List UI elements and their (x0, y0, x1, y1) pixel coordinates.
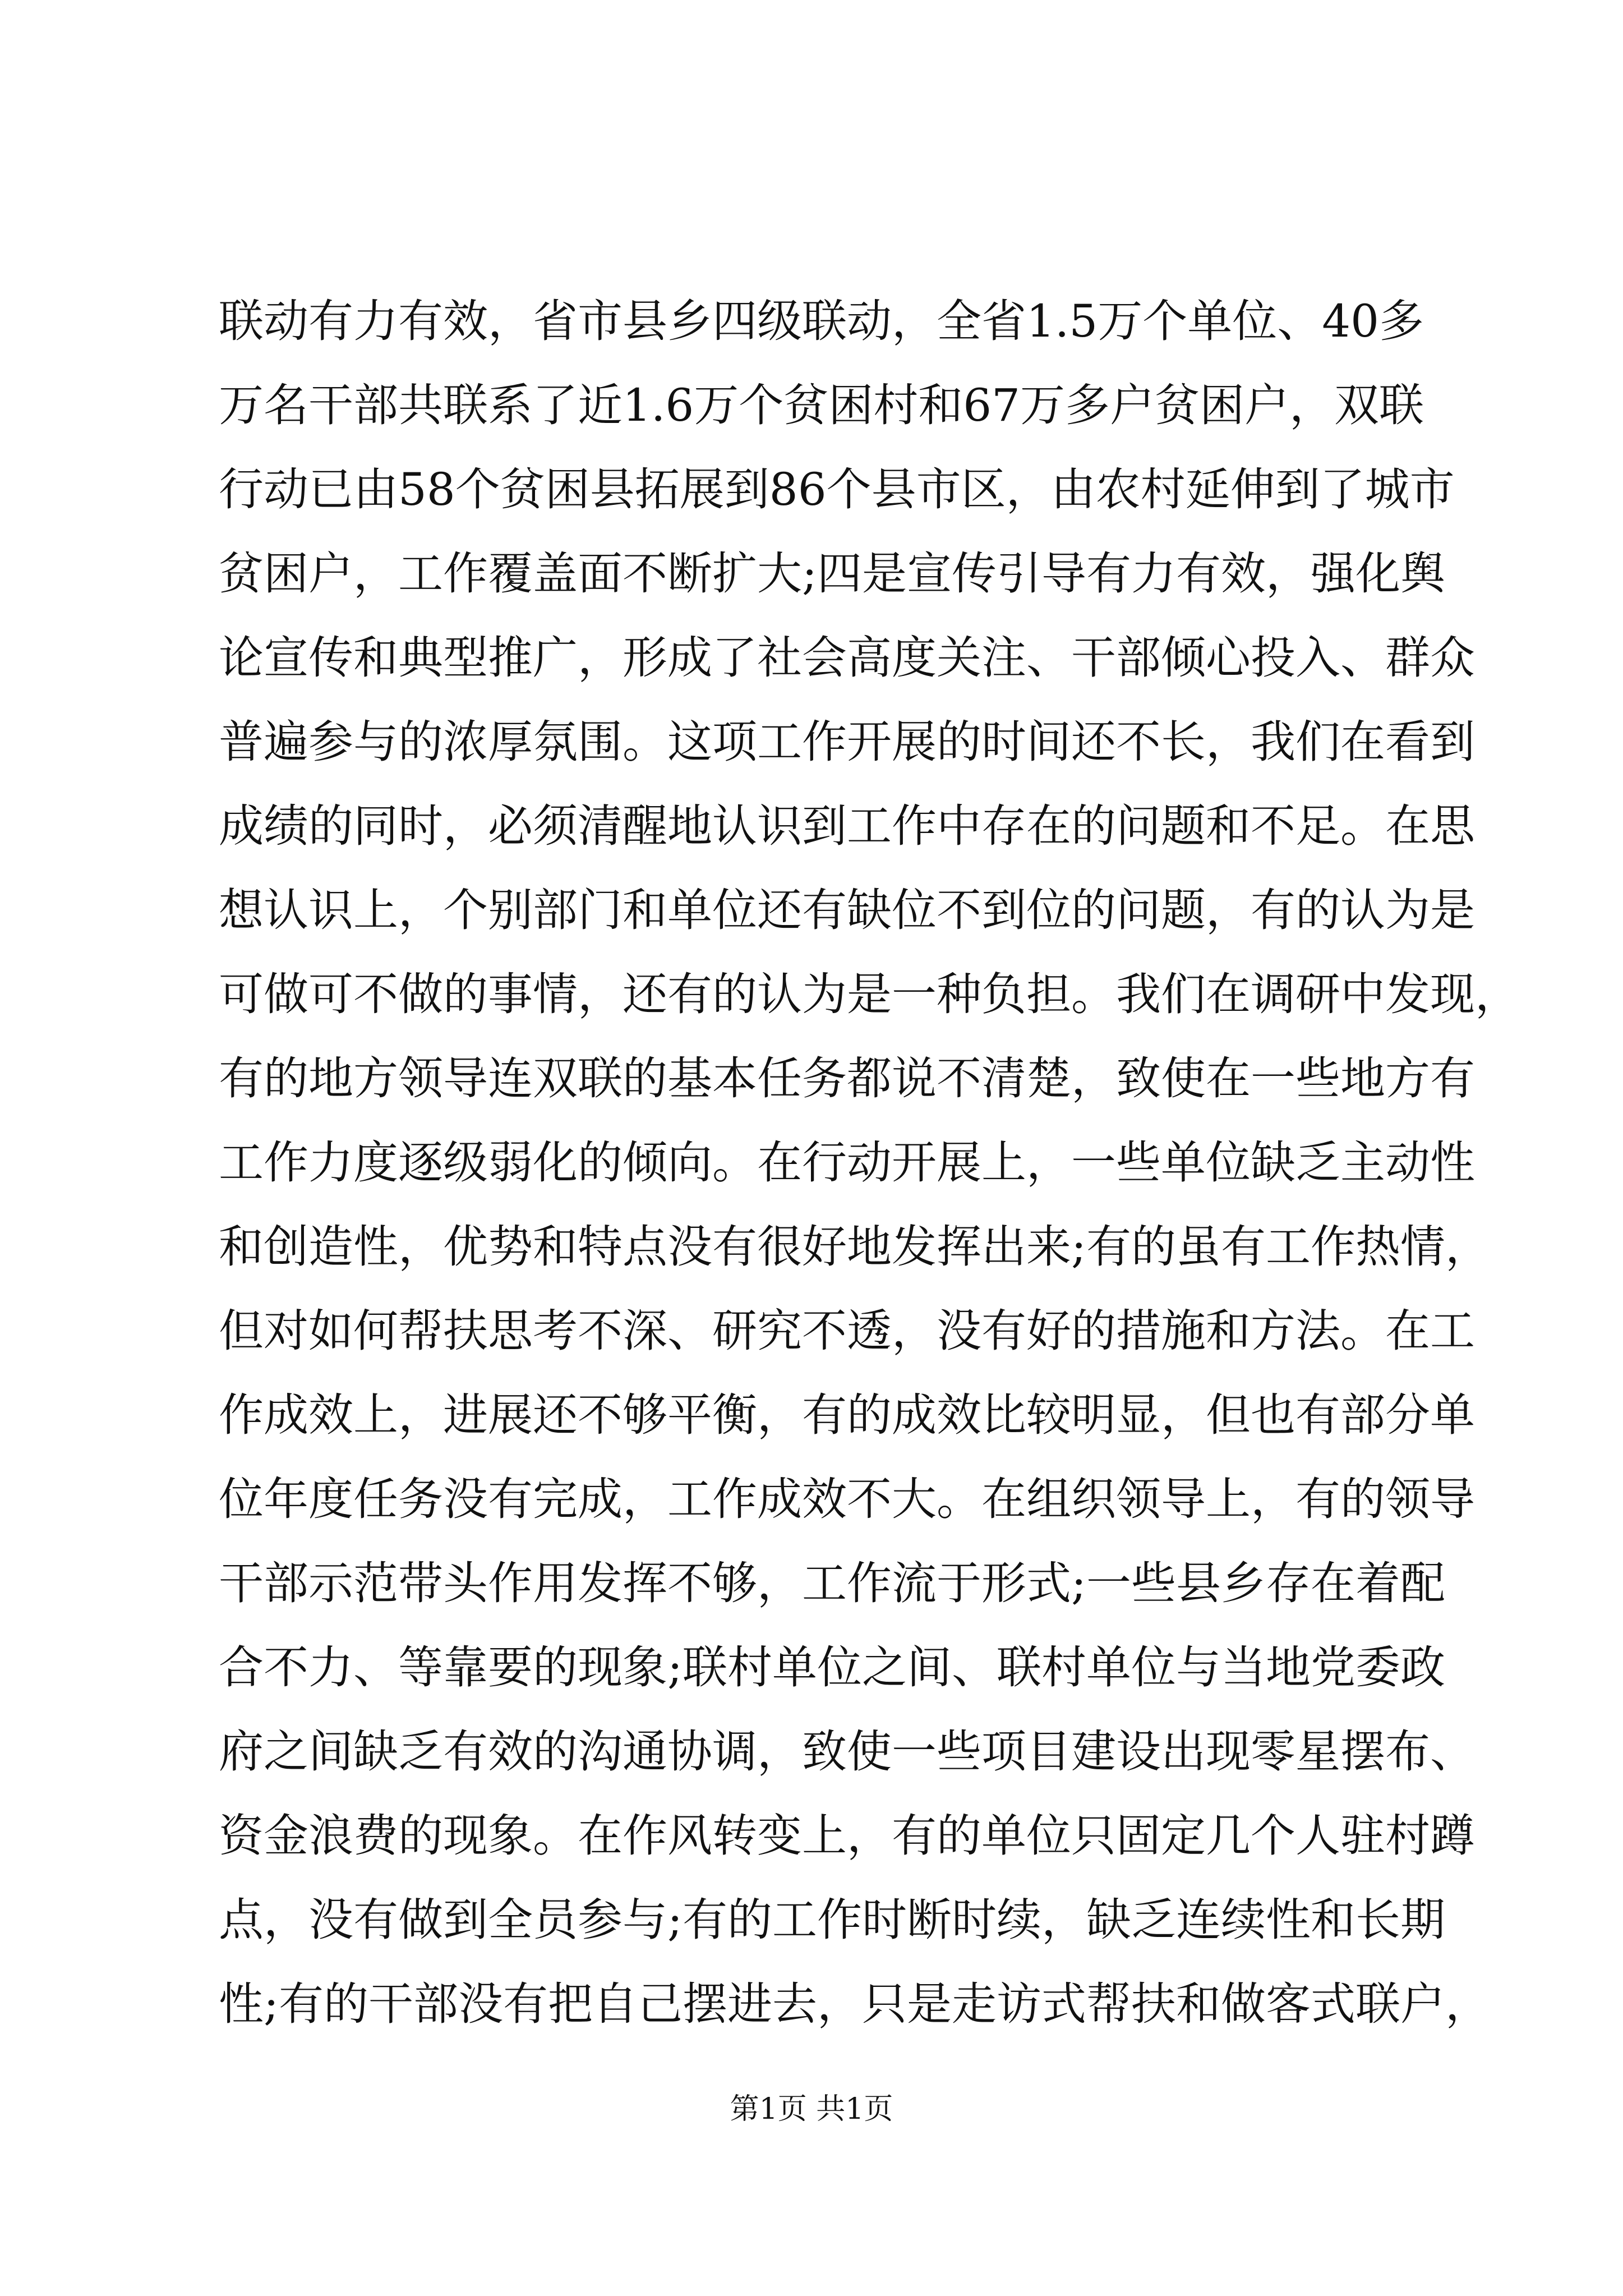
text-line: 工作力度逐级弱化的倾向。在行动开展上，一些单位缺乏主动性 (219, 1137, 1475, 1189)
text-line: 和创造性，优势和特点没有很好地发挥出来;有的虽有工作热情， (219, 1221, 1490, 1273)
page-number-label: 第1页 共1页 (730, 2092, 893, 2126)
text-line: 可做可不做的事情，还有的认为是一种负担。我们在调研中发现， (219, 968, 1520, 1020)
text-line: 行动已由58个贫困县拓展到86个县市区，由农村延伸到了城市 (219, 463, 1455, 516)
body-text (219, 279, 1520, 2046)
text-line: 万名干部共联系了近1.6万个贫困村和67万多户贫困户，双联 (219, 379, 1424, 431)
text-line: 论宣传和典型推广，形成了社会高度关注、干部倾心投入、群众 (219, 632, 1475, 684)
text-line: 贫困户，工作覆盖面不断扩大;四是宣传引导有力有效，强化舆 (219, 547, 1445, 600)
text-line: 干部示范带头作用发挥不够，工作流于形式;一些县乡存在着配 (219, 1557, 1445, 1609)
text-line: 联动有力有效，省市县乡四级联动，全省1.5万个单位、40多 (219, 295, 1424, 347)
text-line: 成绩的同时，必须清醒地认识到工作中存在的问题和不足。在思 (219, 800, 1475, 852)
text-line: 普遍参与的浓厚氛围。这项工作开展的时间还不长，我们在看到 (219, 716, 1475, 768)
page-footer (0, 2087, 1623, 2132)
text-line: 位年度任务没有完成，工作成效不大。在组织领导上，有的领导 (219, 1473, 1475, 1525)
text-line: 作成效上，进展还不够平衡，有的成效比较明显，但也有部分单 (219, 1389, 1475, 1441)
text-line: 有的地方领导连双联的基本任务都说不清楚，致使在一些地方有 (219, 1052, 1475, 1105)
text-line: 但对如何帮扶思考不深、研究不透，没有好的措施和方法。在工 (219, 1305, 1475, 1357)
text-line: 点，没有做到全员参与;有的工作时断时续，缺乏连续性和长期 (219, 1894, 1445, 1946)
text-line: 府之间缺乏有效的沟通协调，致使一些项目建设出现零星摆布、 (219, 1726, 1475, 1778)
text-line: 资金浪费的现象。在作风转变上，有的单位只固定几个人驻村蹲 (219, 1810, 1475, 1862)
text-line: 合不力、等靠要的现象;联村单位之间、联村单位与当地党委政 (219, 1641, 1445, 1694)
text-line: 性;有的干部没有把自己摆进去，只是走访式帮扶和做客式联户， (219, 1978, 1490, 2030)
text-line: 想认识上，个别部门和单位还有缺位不到位的问题，有的认为是 (219, 884, 1475, 936)
